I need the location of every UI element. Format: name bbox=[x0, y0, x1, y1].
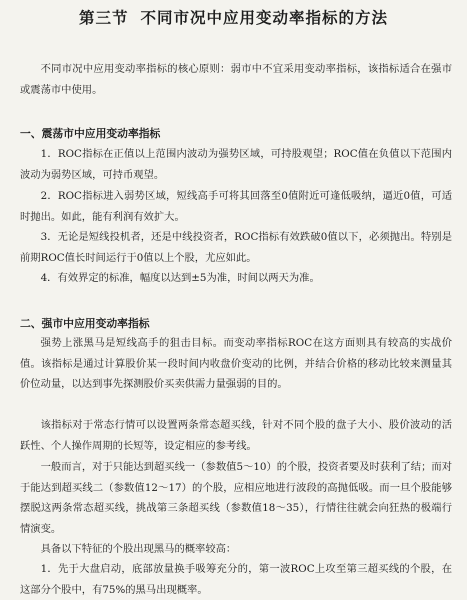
section-1-heading: 一、震荡市中应用变动率指标 bbox=[20, 127, 161, 140]
section-2-paragraph-1: 强势上涨黑马是短线高手的狙击目标。而变动率指标ROC在这方面则具有较高的实战价值。该指标是通过计算股价某一段时间内收盘价变动的比例，并结合价格的移动比较来测量其价位动量，以达到事先探测股价买卖供需力量强弱的目的。 bbox=[20, 337, 452, 390]
section-2-paragraph-3: 一般而言，对于只能达到超买线一（参数值5～10）的个股，投资者要及时获利了结；而对于能达到超买线二（参数值12～17）的个股，应相应地进行波段的高抛低吸。而一旦个股能够摆脱这两条常态超买线，挑战第三条超买线（参数值18～35），行情往往就会向狂热的极端行情演变。 bbox=[20, 461, 452, 535]
section-1-item-2: 2．ROC指标进入弱势区域，短线高手可将其回落至0值附近可逢低吸纳，逼近0值，可适时抛出。如此，能有利润有效扩大。 bbox=[20, 190, 452, 223]
section-1-item-4: 4．有效界定的标准，幅度以达到±5为准，时间以两天为准。 bbox=[40, 272, 320, 284]
section-number: 第三节 bbox=[78, 9, 129, 27]
section-2-paragraph-4: 具备以下特征的个股出现黑马的概率较高： bbox=[40, 543, 237, 555]
section-2-paragraph-5: 1．先于大盘启动，底部放量换手吸筹充分的，第一波ROC上攻至第三超买线的个股，在这部分个股中，有75%的黑马出现概率。 bbox=[20, 563, 452, 596]
section-1-item-3: 3．无论是短线投机者，还是中线投资者，ROC指标有效跌破0值以下，必须抛出。特别是前期ROC值长时间运行于0值以上个股，尤应如此。 bbox=[20, 231, 452, 264]
intro-paragraph: 不同市况中应用变动率指标的核心原则：弱市中不宜采用变动率指标，该指标适合在强市或震荡市中使用。 bbox=[20, 63, 452, 96]
section-1-item-1: 1．ROC指标在正值以上范围内波动为强势区域，可持股观望；ROC值在负值以下范围内波动为弱势区域，可持币观望。 bbox=[20, 148, 452, 181]
section-2-heading: 二、强市中应用变动率指标 bbox=[20, 317, 150, 330]
page-title bbox=[0, 6, 467, 28]
section-title-text: 不同市况中应用变动率指标的方法 bbox=[140, 9, 389, 27]
section-2-paragraph-2: 该指标对于常态行情可以设置两条常态超买线，针对不同个股的盘子大小、股价波动的活跃性、个人操作周期的长短等，设定相应的参考线。 bbox=[20, 419, 452, 452]
